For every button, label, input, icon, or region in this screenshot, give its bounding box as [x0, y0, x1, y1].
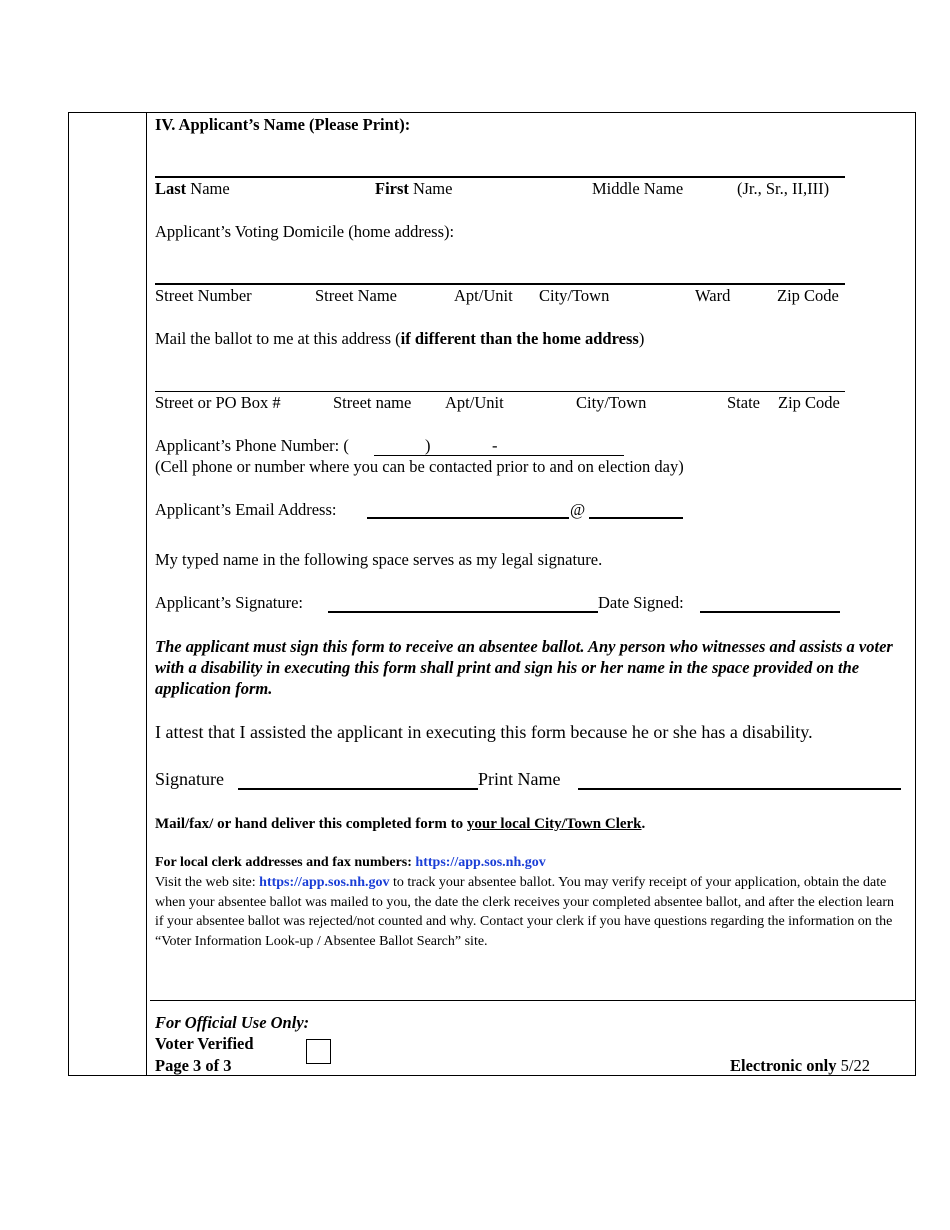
domicile-label-street-name: Street Name [315, 286, 398, 305]
name-line[interactable] [155, 176, 845, 178]
domicile-label-street-number: Street Number [155, 286, 252, 305]
mail-label-street: Street or PO Box # [155, 393, 281, 412]
attest-text: I attest that I assisted the applicant in executing this form because he or she has a disability. [155, 722, 813, 742]
mail-address-line[interactable] [155, 391, 845, 392]
attest-print-name-label: Print Name [478, 769, 561, 789]
domicile-label-city: City/Town [539, 286, 610, 305]
electronic-only-note: Electronic only 5/22 [730, 1056, 870, 1075]
mail-heading: Mail the ballot to me at this address (if different than the home address) [155, 329, 645, 348]
phone-label: Applicant’s Phone Number: ( [155, 436, 349, 455]
domicile-label-ward: Ward [695, 286, 731, 305]
domicile-line[interactable] [155, 283, 845, 285]
domicile-label-apt: Apt/Unit [454, 286, 513, 305]
mail-label-city: City/Town [576, 393, 647, 412]
last-name-label: Last Name [155, 179, 230, 198]
mail-label-state: State [727, 393, 760, 412]
date-signed-line[interactable] [700, 611, 840, 613]
phone-note: (Cell phone or number where you can be contacted prior to and on election day) [155, 457, 684, 476]
warning-text: The applicant must sign this form to receive an absentee ballot. Any person who witnesses and assists a voter with a disability in executing this form shall print and sign his or her name in the space provided on the application form. [155, 637, 893, 698]
email-user-line[interactable] [367, 517, 569, 519]
attest-signature-label: Signature [155, 769, 224, 789]
suffix-label: (Jr., Sr., II,III) [737, 179, 830, 198]
page-number: Page 3 of 3 [155, 1056, 232, 1075]
clerk-addresses-line: For local clerk addresses and fax numbers: https://app.sos.nh.gov [155, 855, 546, 870]
signature-line[interactable] [328, 611, 598, 613]
mail-label-apt: Apt/Unit [445, 393, 504, 412]
voter-verified-label: Voter Verified [155, 1034, 254, 1053]
phone-close-paren: ) [425, 436, 431, 455]
first-name-label: First Name [375, 179, 453, 198]
delivery-instructions: Mail/fax/ or hand deliver this completed form to your local City/Town Clerk. [155, 816, 646, 832]
email-domain-line[interactable] [589, 517, 683, 519]
domicile-heading: Applicant’s Voting Domicile (home address): [155, 222, 455, 241]
domicile-label-zip: Zip Code [777, 286, 839, 305]
email-at-sign: @ [570, 500, 586, 519]
left-column-divider [146, 112, 147, 1076]
attest-print-name-line[interactable] [578, 788, 901, 790]
phone-dash: - [492, 436, 498, 455]
voter-verified-checkbox[interactable] [306, 1039, 331, 1064]
date-signed-label: Date Signed: [598, 593, 684, 612]
signature-label: Applicant’s Signature: [155, 593, 304, 612]
official-use-separator [150, 1000, 916, 1001]
phone-input-line[interactable] [374, 455, 624, 456]
middle-name-label: Middle Name [592, 179, 684, 198]
mail-label-zip: Zip Code [778, 393, 840, 412]
email-label: Applicant’s Email Address: [155, 500, 337, 519]
attest-signature-line[interactable] [238, 788, 478, 790]
mail-label-street-name: Street name [333, 393, 412, 412]
section-title: IV. Applicant’s Name (Please Print): [155, 115, 411, 134]
official-use-heading: For Official Use Only: [155, 1013, 310, 1032]
sos-link-inline[interactable]: https://app.sos.nh.gov [259, 875, 390, 890]
sos-link[interactable]: https://app.sos.nh.gov [415, 855, 546, 870]
typed-signature-note: My typed name in the following space serves as my legal signature. [155, 550, 603, 569]
visit-website-paragraph: Visit the web site: https://app.sos.nh.gov to track your absentee ballot. You may verify receipt of your application, obtain the date when your absentee ballot was mailed to you, the date the clerk receives your completed absentee ballot, and after the election learn if your absentee ballot was rejected/not counted and why. Contact your clerk if you have questions regarding the information on the “Voter Information Look-up / Absentee Ballot Search” site. [155, 875, 894, 949]
